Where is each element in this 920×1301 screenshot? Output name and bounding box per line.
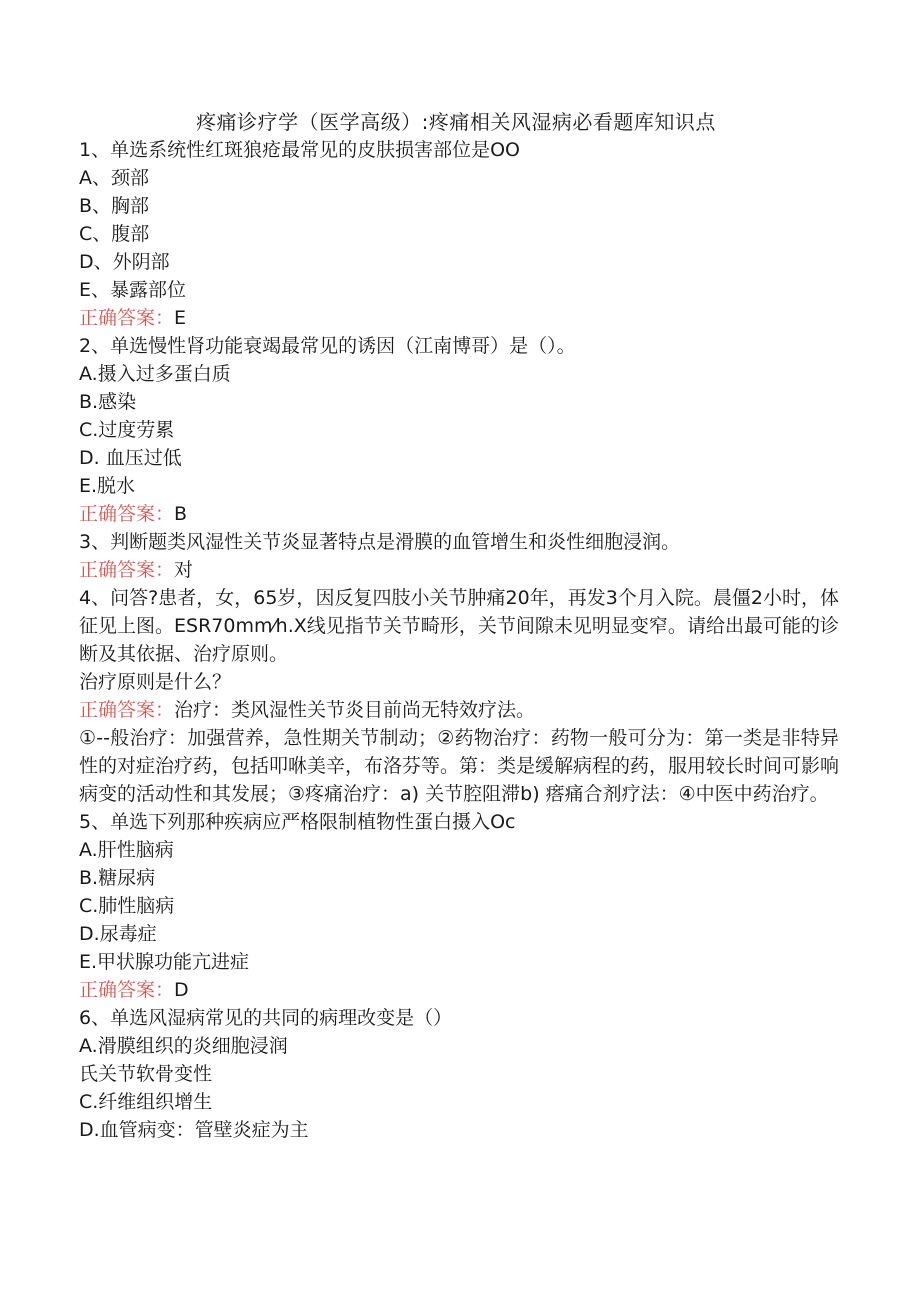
question-5-option-b: B.糖尿病: [79, 867, 156, 889]
answer-label: 正确答案：: [79, 503, 175, 525]
question-1-answer: [79, 304, 844, 332]
question-2-option-e: E.脱水: [79, 475, 136, 497]
question-2-option-c: C.过度劳累: [79, 419, 175, 441]
answer-label: 正确答案：: [79, 559, 175, 581]
answer-value: B: [174, 503, 188, 525]
question-6-option-d: D.血管病变：管壁炎症为主: [79, 1119, 309, 1141]
question-1-option-e: E、暴露部位: [79, 279, 187, 301]
question-2-option-b: B.感染: [79, 391, 137, 413]
question-4-answer: [79, 696, 844, 724]
question-5-option-a: A.肝性脑病: [79, 839, 174, 861]
question-4-stem: 4、问答?患者，女，65岁，因反复四肢小关节肿痛20年，再发3个月入院。晨僵2小时，体征见上图。ESR70mm⁄h.X线见指节关节畸形，关节间隙未见明显变窄。请给出最可能的诊断及其依据、治疗原则。: [79, 587, 839, 665]
question-5-answer: [79, 976, 844, 1004]
answer-value: 对: [174, 559, 194, 581]
question-2-option-a: A.摄入过多蛋白质: [79, 363, 231, 385]
question-list: [79, 136, 844, 1144]
answer-value: E: [174, 307, 187, 329]
answer-label: 正确答案：: [79, 979, 175, 1001]
question-6-option-b: 氏关节软骨变性: [79, 1063, 213, 1085]
question-3-answer: [79, 556, 844, 584]
answer-value: 治疗：类风湿性关节炎目前尚无特效疗法。: [174, 699, 536, 721]
document-title: 疼痛诊疗学（医学高级）:疼痛相关风湿病必看题库知识点: [196, 110, 716, 134]
question-2-answer: [79, 500, 844, 528]
question-5-stem: 5、单选下列那种疾病应严格限制植物性蛋白摄入Oc: [79, 811, 516, 833]
question-6-stem: 6、单选风湿病常见的共同的病理改变是（）: [79, 1007, 453, 1029]
question-6-option-c: C.纤维组织增生: [79, 1091, 213, 1113]
question-1-stem: 1、单选系统性红斑狼疮最常见的皮肤损害部位是OO: [79, 139, 520, 161]
question-3-stem: 3、判断题类风湿性关节炎显著特点是滑膜的血管增生和炎性细胞浸润。: [79, 531, 681, 553]
question-1-option-a: A、颈部: [79, 167, 149, 189]
question-5-option-e: E.甲状腺功能亢进症: [79, 951, 250, 973]
question-2-option-d: D. 血压过低: [79, 447, 182, 469]
answer-label: 正确答案：: [79, 307, 175, 329]
question-1-option-d: D、外阴部: [79, 251, 170, 273]
question-5-option-d: D.尿毒症: [79, 923, 157, 945]
question-4-sub-question: 治疗原则是什么？: [79, 671, 232, 693]
question-5-option-c: C.肺性脑病: [79, 895, 175, 917]
answer-value: D: [174, 979, 189, 1001]
question-4-explanation: ①--般治疗：加强营养，急性期关节制动；②药物治疗：药物一般可分为：第一类是非特异性的对症治疗药，包括叩咻美辛，布洛芬等。第：类是缓解病程的药，服用较长时间可影响病变的活动性和其发展；③疼痛治疗：a) 关节腔阻滞b) 瘩痛合剂疗法：④中医中药治疗。: [79, 727, 840, 805]
question-6-option-a: A.滑膜组织的炎细胞浸润: [79, 1035, 288, 1057]
question-1-option-c: C、腹部: [79, 223, 150, 245]
answer-label: 正确答案：: [79, 699, 175, 721]
question-2-stem: 2、单选慢性肾功能衰竭最常见的诱因（江南博哥）是（）。: [79, 335, 576, 357]
question-1-option-b: B、胸部: [79, 195, 150, 217]
